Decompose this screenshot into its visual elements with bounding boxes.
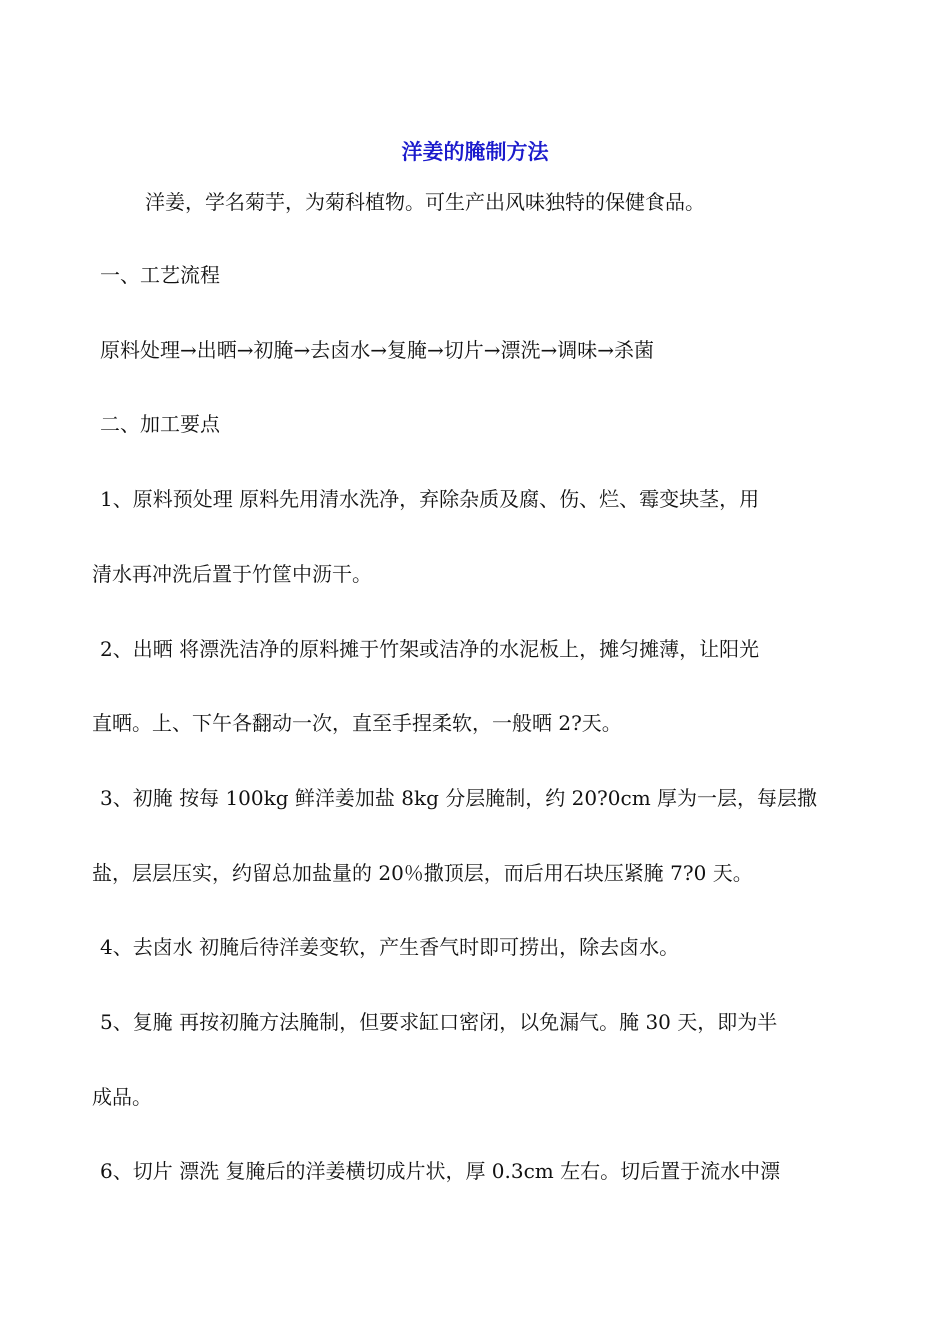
section-heading-process: 一、工艺流程 — [100, 263, 220, 287]
step-6-line-1: 6、切片 漂洗 复腌后的洋姜横切成片状，厚 0.3cm 左右。切后置于流水中漂 — [100, 1159, 781, 1183]
section-heading-key-points: 二、加工要点 — [100, 412, 220, 436]
step-5-line-2: 成品。 — [92, 1085, 152, 1109]
step-1-line-2: 清水再冲洗后置于竹筐中沥干。 — [92, 562, 372, 586]
step-5-line-1: 5、复腌 再按初腌方法腌制，但要求缸口密闭，以免漏气。腌 30 天，即为半 — [100, 1010, 778, 1034]
step-2-line-2: 直晒。上、下午各翻动一次，直至手捏柔软，一般晒 2?天。 — [92, 711, 622, 735]
step-3-line-2: 盐，层层压实，约留总加盐量的 20％撒顶层，而后用石块压紧腌 7?0 天。 — [92, 861, 753, 885]
step-4-line-1: 4、去卤水 初腌后待洋姜变软，产生香气时即可捞出，除去卤水。 — [100, 935, 680, 959]
process-flow: 原料处理→出晒→初腌→去卤水→复腌→切片→漂洗→调味→杀菌 — [100, 338, 655, 362]
document-title: 洋姜的腌制方法 — [401, 139, 549, 164]
intro-paragraph: 洋姜，学名菊芋，为菊科植物。可生产出风味独特的保健食品。 — [145, 190, 705, 214]
step-2-line-1: 2、出晒 将漂洗洁净的原料摊于竹架或洁净的水泥板上，摊匀摊薄，让阳光 — [100, 637, 760, 661]
step-1-line-1: 1、原料预处理 原料先用清水洗净，弃除杂质及腐、伤、烂、霉变块茎，用 — [100, 487, 760, 511]
step-3-line-1: 3、初腌 按每 100kg 鲜洋姜加盐 8kg 分层腌制，约 20?0cm 厚为一层，每层撒 — [100, 786, 818, 810]
